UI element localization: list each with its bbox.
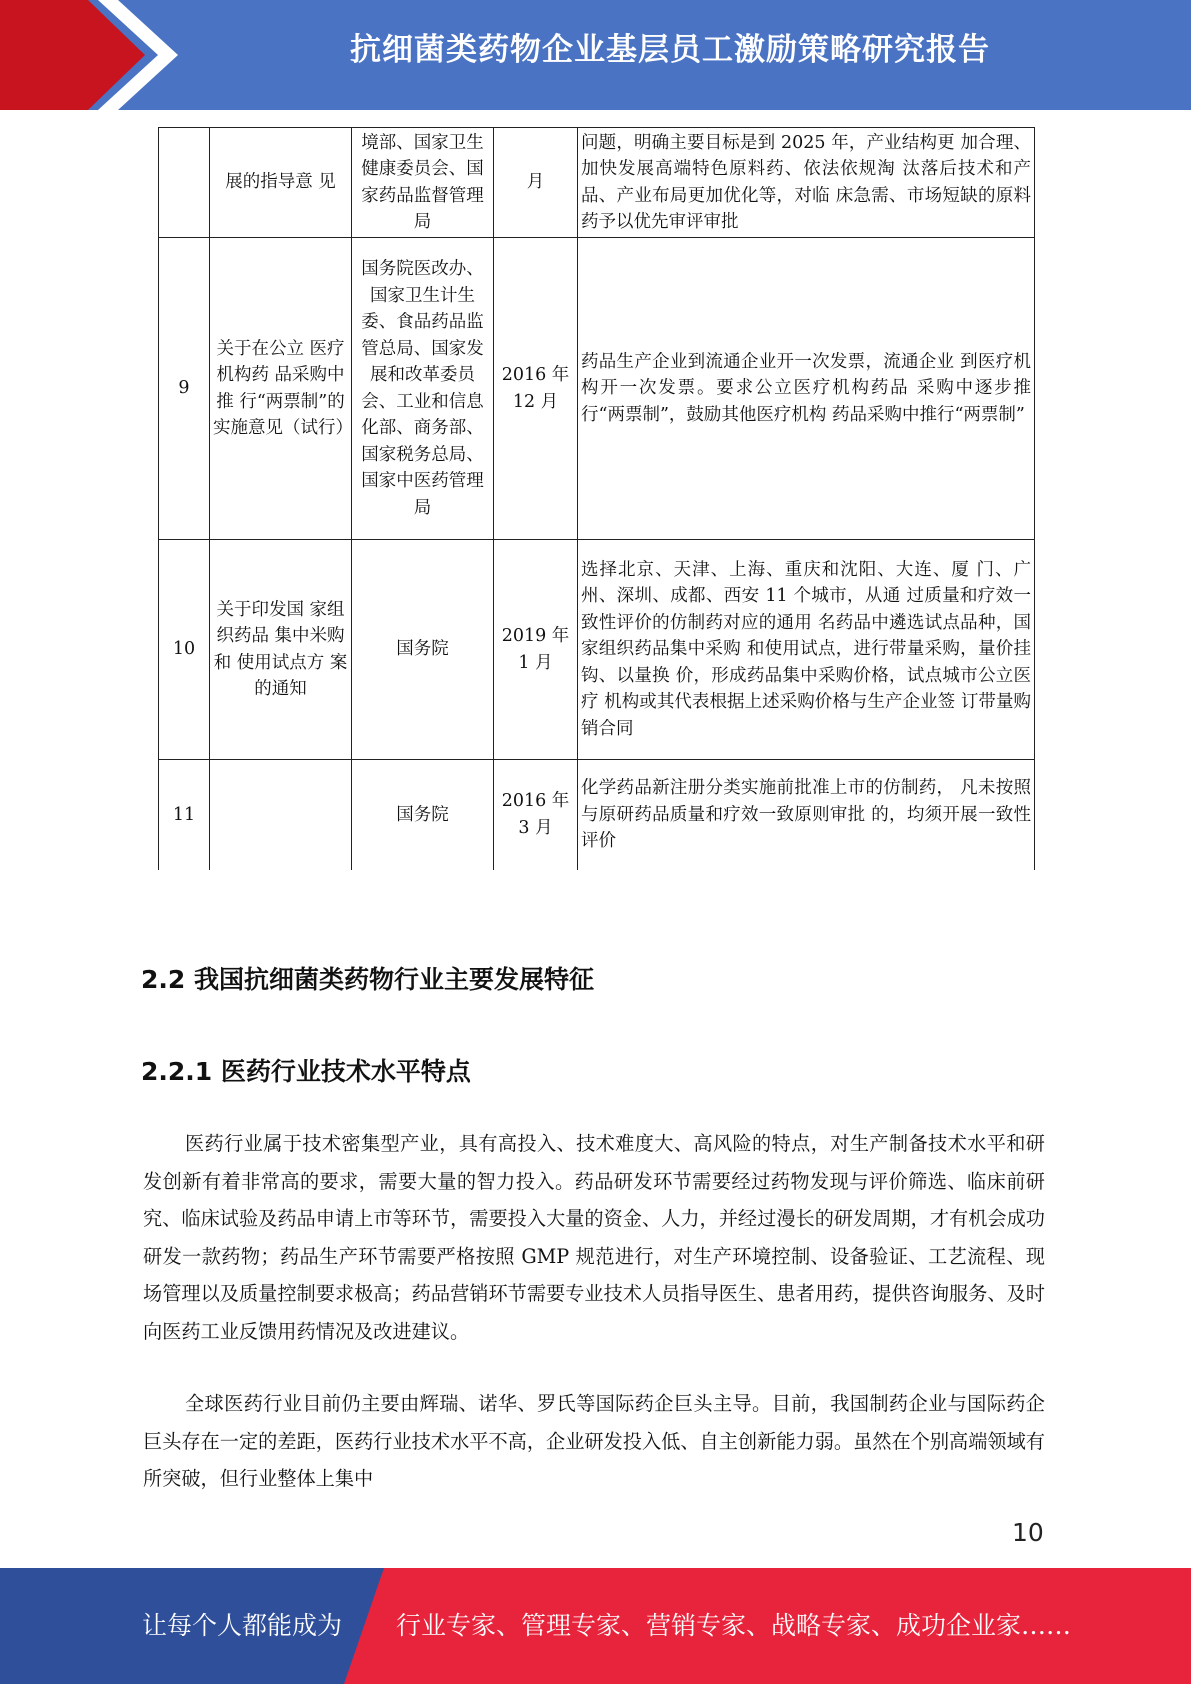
page-number: 10: [1012, 1518, 1044, 1547]
section-heading: 2.2 我国抗细菌类药物行业主要发展特征: [141, 965, 594, 994]
cell-department: 境部、国家卫生健康委员会、国家药品监督管理局: [352, 128, 494, 238]
table-row: [159, 540, 1035, 760]
cell-description: 药品生产企业到流通企业开一次发票，流通企业 到医疗机构开一次发票。要求公立医疗机构药品 采购中逐步推行“两票制”，鼓励其他医疗机构 药品采购中推行“两票制”: [578, 238, 1035, 540]
cell-date: 2019 年 1 月: [494, 540, 578, 760]
cell-description: 选择北京、天津、上海、重庆和沈阳、大连、厦 门、广州、深圳、成都、西安 11 个城市，从通 过质量和疗效一致性评价的仿制药对应的通用 名药品中遴选试点品种，国家组织药品集中采购 和使用试点，进行带量采购，量价挂钩、以量换 价，形成药品集中采购价格，试点城市公立医疗 机构或其代表根据上述采购价格与生产企业签 订带量购销合同: [578, 540, 1035, 760]
document-title: 抗细菌类药物企业基层员工激励策略研究报告: [350, 32, 990, 68]
cell-description: 问题，明确主要目标是到 2025 年，产业结构更 加合理、加快发展高端特色原料药、依法依规淘 汰落后技术和产品、产业布局更加优化等，对临 床急需、市场短缺的原料药予以优先审评审批: [578, 128, 1035, 238]
policy-table: [158, 127, 1034, 871]
cell-policy-name: 关于印发国 家组织药品 集中米购和 使用试点方 案的通知: [210, 540, 352, 760]
cell-department: 国务院: [352, 760, 494, 870]
body-paragraph: 全球医药行业目前仍主要由辉瑞、诺华、罗氏等国际药企巨头主导。目前，我国制药企业与国际药企巨头存在一定的差距，医药行业技术水平不高，企业研发投入低、自主创新能力弱。虽然在个别高端领域有所突破，但行业整体上集中: [143, 1392, 1045, 1490]
cell-policy-name: 关于在公立 医疗机构药 品采购中推 行“两票制”的实施意见（试行）: [210, 238, 352, 540]
table-row: [159, 128, 1035, 238]
cell-policy-name: [210, 760, 352, 870]
footer-slogan-right: 行业专家、管理专家、营销专家、战略专家、成功企业家……: [396, 1611, 1072, 1640]
cell-date: 月: [494, 128, 578, 238]
body-paragraph: 医药行业属于技术密集型产业，具有高投入、技术难度大、高风险的特点，对生产制备技术水平和研发创新有着非常高的要求，需要大量的智力投入。药品研发环节需要经过药物发现与评价筛选、临床前研究、临床试验及药品申请上市等环节，需要投入大量的资金、人力，并经过漫长的研发周期，才有机会成功研发一款药物；药品生产环节需要严格按照 GMP 规范进行，对生产环境控制、设备验证、工艺流程、现场管理以及质量控制要求极高；药品营销环节需要专业技术人员指导医生、患者用药，提供咨询服务、及时向医药工业反馈用药情况及改进建议。: [143, 1132, 1045, 1343]
cell-number: 9: [159, 238, 210, 540]
page-footer: [0, 1568, 1191, 1684]
cell-number: [159, 128, 210, 238]
cell-policy-name: 展的指导意 见: [210, 128, 352, 238]
cell-number: 11: [159, 760, 210, 870]
cell-number: 10: [159, 540, 210, 760]
cell-department: 国务院: [352, 540, 494, 760]
table-row: [159, 760, 1035, 870]
table-row: [159, 238, 1035, 540]
page-header: [0, 0, 1191, 110]
cell-department: 国务院医改办、国家卫生计生委、食品药品监管总局、国家发展和改革委员会、工业和信息化部、商务部、国家税务总局、国家中医药管理局: [352, 238, 494, 540]
cell-date: 2016 年 3 月: [494, 760, 578, 870]
cell-description: 化学药品新注册分类实施前批准上市的仿制药， 凡未按照与原研药品质量和疗效一致原则审批 的，均须开展一致性评价: [578, 760, 1035, 870]
footer-slogan-left: 让每个人都能成为: [142, 1611, 343, 1640]
cell-date: 2016 年 12 月: [494, 238, 578, 540]
subsection-heading: 2.2.1 医药行业技术水平特点: [141, 1057, 471, 1086]
